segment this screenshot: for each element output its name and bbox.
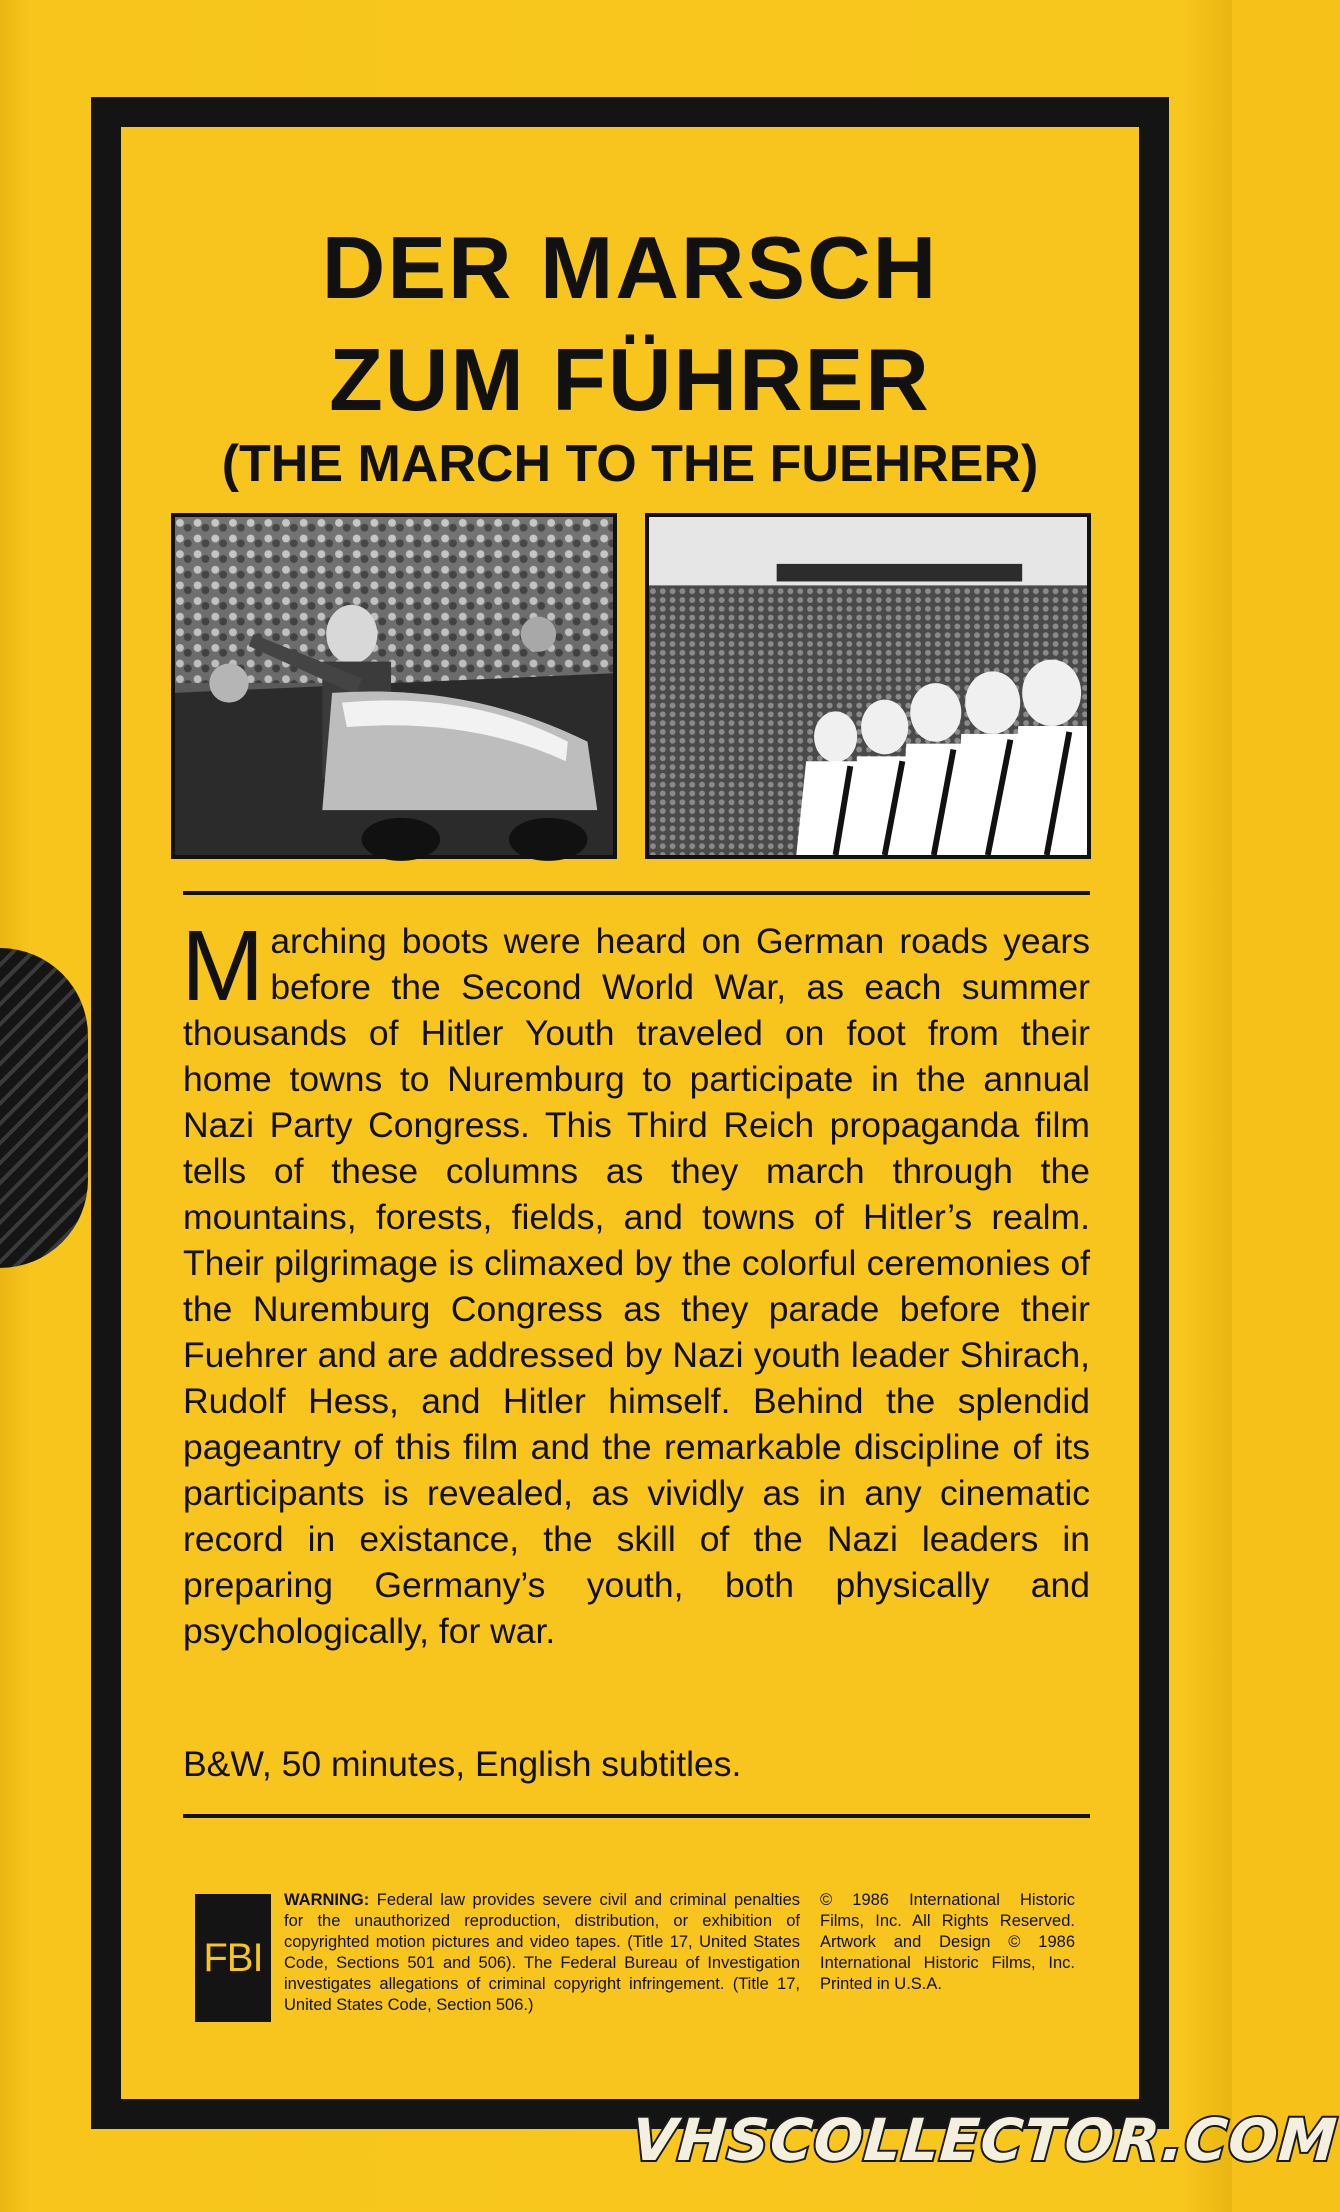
drop-cap: M: [181, 910, 265, 1022]
runtime-info: B&W, 50 minutes, English subtitles.: [183, 1744, 742, 1784]
photo-youth-rally: [645, 513, 1091, 859]
title-english: (THE MARCH TO THE FUEHRER): [221, 435, 1039, 493]
youth-rally-image: [649, 517, 1087, 855]
motorcade-image: [175, 517, 613, 855]
fbi-badge: FBI: [195, 1894, 271, 2022]
title-german-line1: DER MARSCH: [321, 218, 939, 317]
sleeve-finger-notch: [0, 948, 88, 1268]
title-block: [121, 127, 1139, 507]
title-german-line2: ZUM FÜHRER: [329, 330, 931, 429]
divider-top: [183, 891, 1090, 895]
divider-bottom: [183, 1814, 1090, 1818]
fbi-warning: [284, 1890, 800, 2016]
synopsis: [181, 910, 1090, 1654]
photo-motorcade: [171, 513, 617, 859]
copyright-notice: © 1986 International Historic Films, Inc. All Rights Reserved. Artwork and Design © 1986 International Historic Films, Inc. Printed in U.S.A.: [820, 1891, 1075, 1993]
synopsis-text: arching boots were heard on German roads years before the Second World War, as each summer thousands of Hitler Youth traveled on foot from their home towns to Nuremburg to participate in the annual Nazi Party Congress. This Third Reich propaganda film tells of these columns as they march through the mountains, forests, fields, and towns of Hitler’s realm. Their pilgrimage is climaxed by the colorful ceremonies of the Nuremburg Congress as they parade before their Fuehrer and are addressed by Nazi youth leader Shirach, Rudolf Hess, and Hitler himself. Behind the splendid pageantry of this film and the remarkable discipline of its participants is revealed, as vividly as in any cinematic record in existance, the skill of the Nazi leaders in preparing Germany’s youth, both physically and psychologically, for war.: [183, 921, 1090, 1651]
warning-text: Federal law provides severe civil and criminal penalties for the unauthorized reproduction, distribution, or exhibition of copyrighted motion pictures and video tapes. (Title 17, United States Code, Sections 501 and 506). The Federal Bureau of Investigation investigates allegations of criminal copyright infringement. (Title 17, United States Code, Section 506.): [284, 1891, 800, 2014]
warning-heading: WARNING:: [284, 1891, 370, 1909]
watermark-logo: VHSCOLLECTOR.COM: [629, 2106, 1340, 2174]
